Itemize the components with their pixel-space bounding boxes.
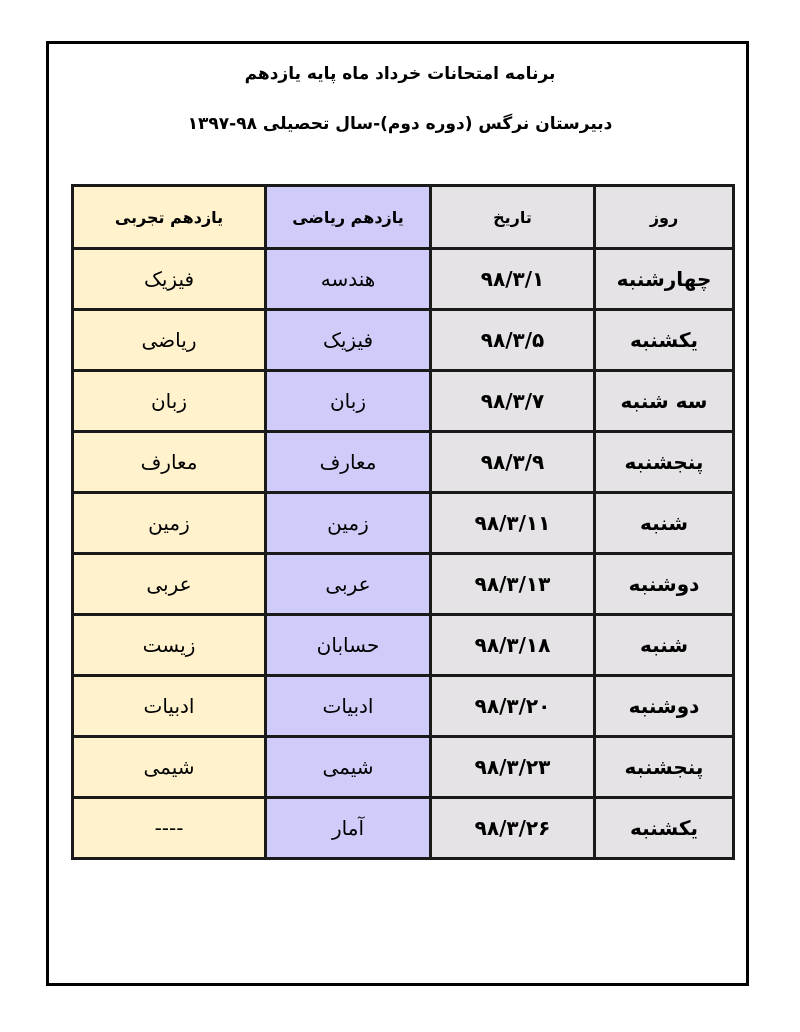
table-row (73, 737, 734, 798)
cell-tajrobi-subject: معارف (73, 432, 266, 493)
cell-day: چهارشنبه (595, 249, 734, 310)
cell-date: ۹۸/۳/۱ (431, 249, 595, 310)
cell-riazi-subject: شیمی (266, 737, 431, 798)
cell-tajrobi-subject: عربی (73, 554, 266, 615)
cell-riazi-subject: آمار (266, 798, 431, 859)
cell-day: یکشنبه (595, 798, 734, 859)
column-header-tajrobi: یازدهم تجربی (73, 186, 266, 249)
table-row (73, 676, 734, 737)
cell-date: ۹۸/۳/۱۸ (431, 615, 595, 676)
table-row (73, 798, 734, 859)
table-row (73, 554, 734, 615)
cell-riazi-subject: هندسه (266, 249, 431, 310)
cell-day: سه شنبه (595, 371, 734, 432)
cell-day: یکشنبه (595, 310, 734, 371)
cell-riazi-subject: فیزیک (266, 310, 431, 371)
table-header-row (73, 186, 734, 249)
cell-tajrobi-subject: ریاضی (73, 310, 266, 371)
cell-date: ۹۸/۳/۵ (431, 310, 595, 371)
cell-date: ۹۸/۳/۱۱ (431, 493, 595, 554)
cell-tajrobi-subject: زیست (73, 615, 266, 676)
column-header-date: تاریخ (431, 186, 595, 249)
cell-date: ۹۸/۳/۱۳ (431, 554, 595, 615)
cell-tajrobi-subject: ---- (73, 798, 266, 859)
column-header-day: روز (595, 186, 734, 249)
cell-tajrobi-subject: زبان (73, 371, 266, 432)
page-subtitle: دبیرستان نرگس (دوره دوم)-سال تحصیلی ۹۸-۱۳۹۷ (187, 114, 613, 134)
cell-date: ۹۸/۳/۲۰ (431, 676, 595, 737)
table-row (73, 249, 734, 310)
cell-day: پنجشنبه (595, 737, 734, 798)
cell-riazi-subject: معارف (266, 432, 431, 493)
cell-day: شنبه (595, 493, 734, 554)
cell-day: دوشنبه (595, 676, 734, 737)
table-row (73, 310, 734, 371)
cell-tajrobi-subject: فیزیک (73, 249, 266, 310)
cell-date: ۹۸/۳/۲۳ (431, 737, 595, 798)
cell-riazi-subject: عربی (266, 554, 431, 615)
table-row (73, 432, 734, 493)
column-header-riazi: یازدهم ریاضی (266, 186, 431, 249)
cell-day: پنجشنبه (595, 432, 734, 493)
table-row (73, 615, 734, 676)
cell-riazi-subject: حسابان (266, 615, 431, 676)
cell-riazi-subject: ادبیات (266, 676, 431, 737)
exam-schedule-table (71, 184, 735, 860)
cell-riazi-subject: زبان (266, 371, 431, 432)
table-row (73, 493, 734, 554)
page-title: برنامه امتحانات خرداد ماه پایه یازدهم (244, 64, 556, 84)
cell-tajrobi-subject: زمین (73, 493, 266, 554)
cell-date: ۹۸/۳/۹ (431, 432, 595, 493)
cell-date: ۹۸/۳/۷ (431, 371, 595, 432)
cell-day: دوشنبه (595, 554, 734, 615)
cell-tajrobi-subject: ادبیات (73, 676, 266, 737)
table-row (73, 371, 734, 432)
cell-tajrobi-subject: شیمی (73, 737, 266, 798)
cell-day: شنبه (595, 615, 734, 676)
table-body (73, 249, 734, 859)
cell-date: ۹۸/۳/۲۶ (431, 798, 595, 859)
cell-riazi-subject: زمین (266, 493, 431, 554)
